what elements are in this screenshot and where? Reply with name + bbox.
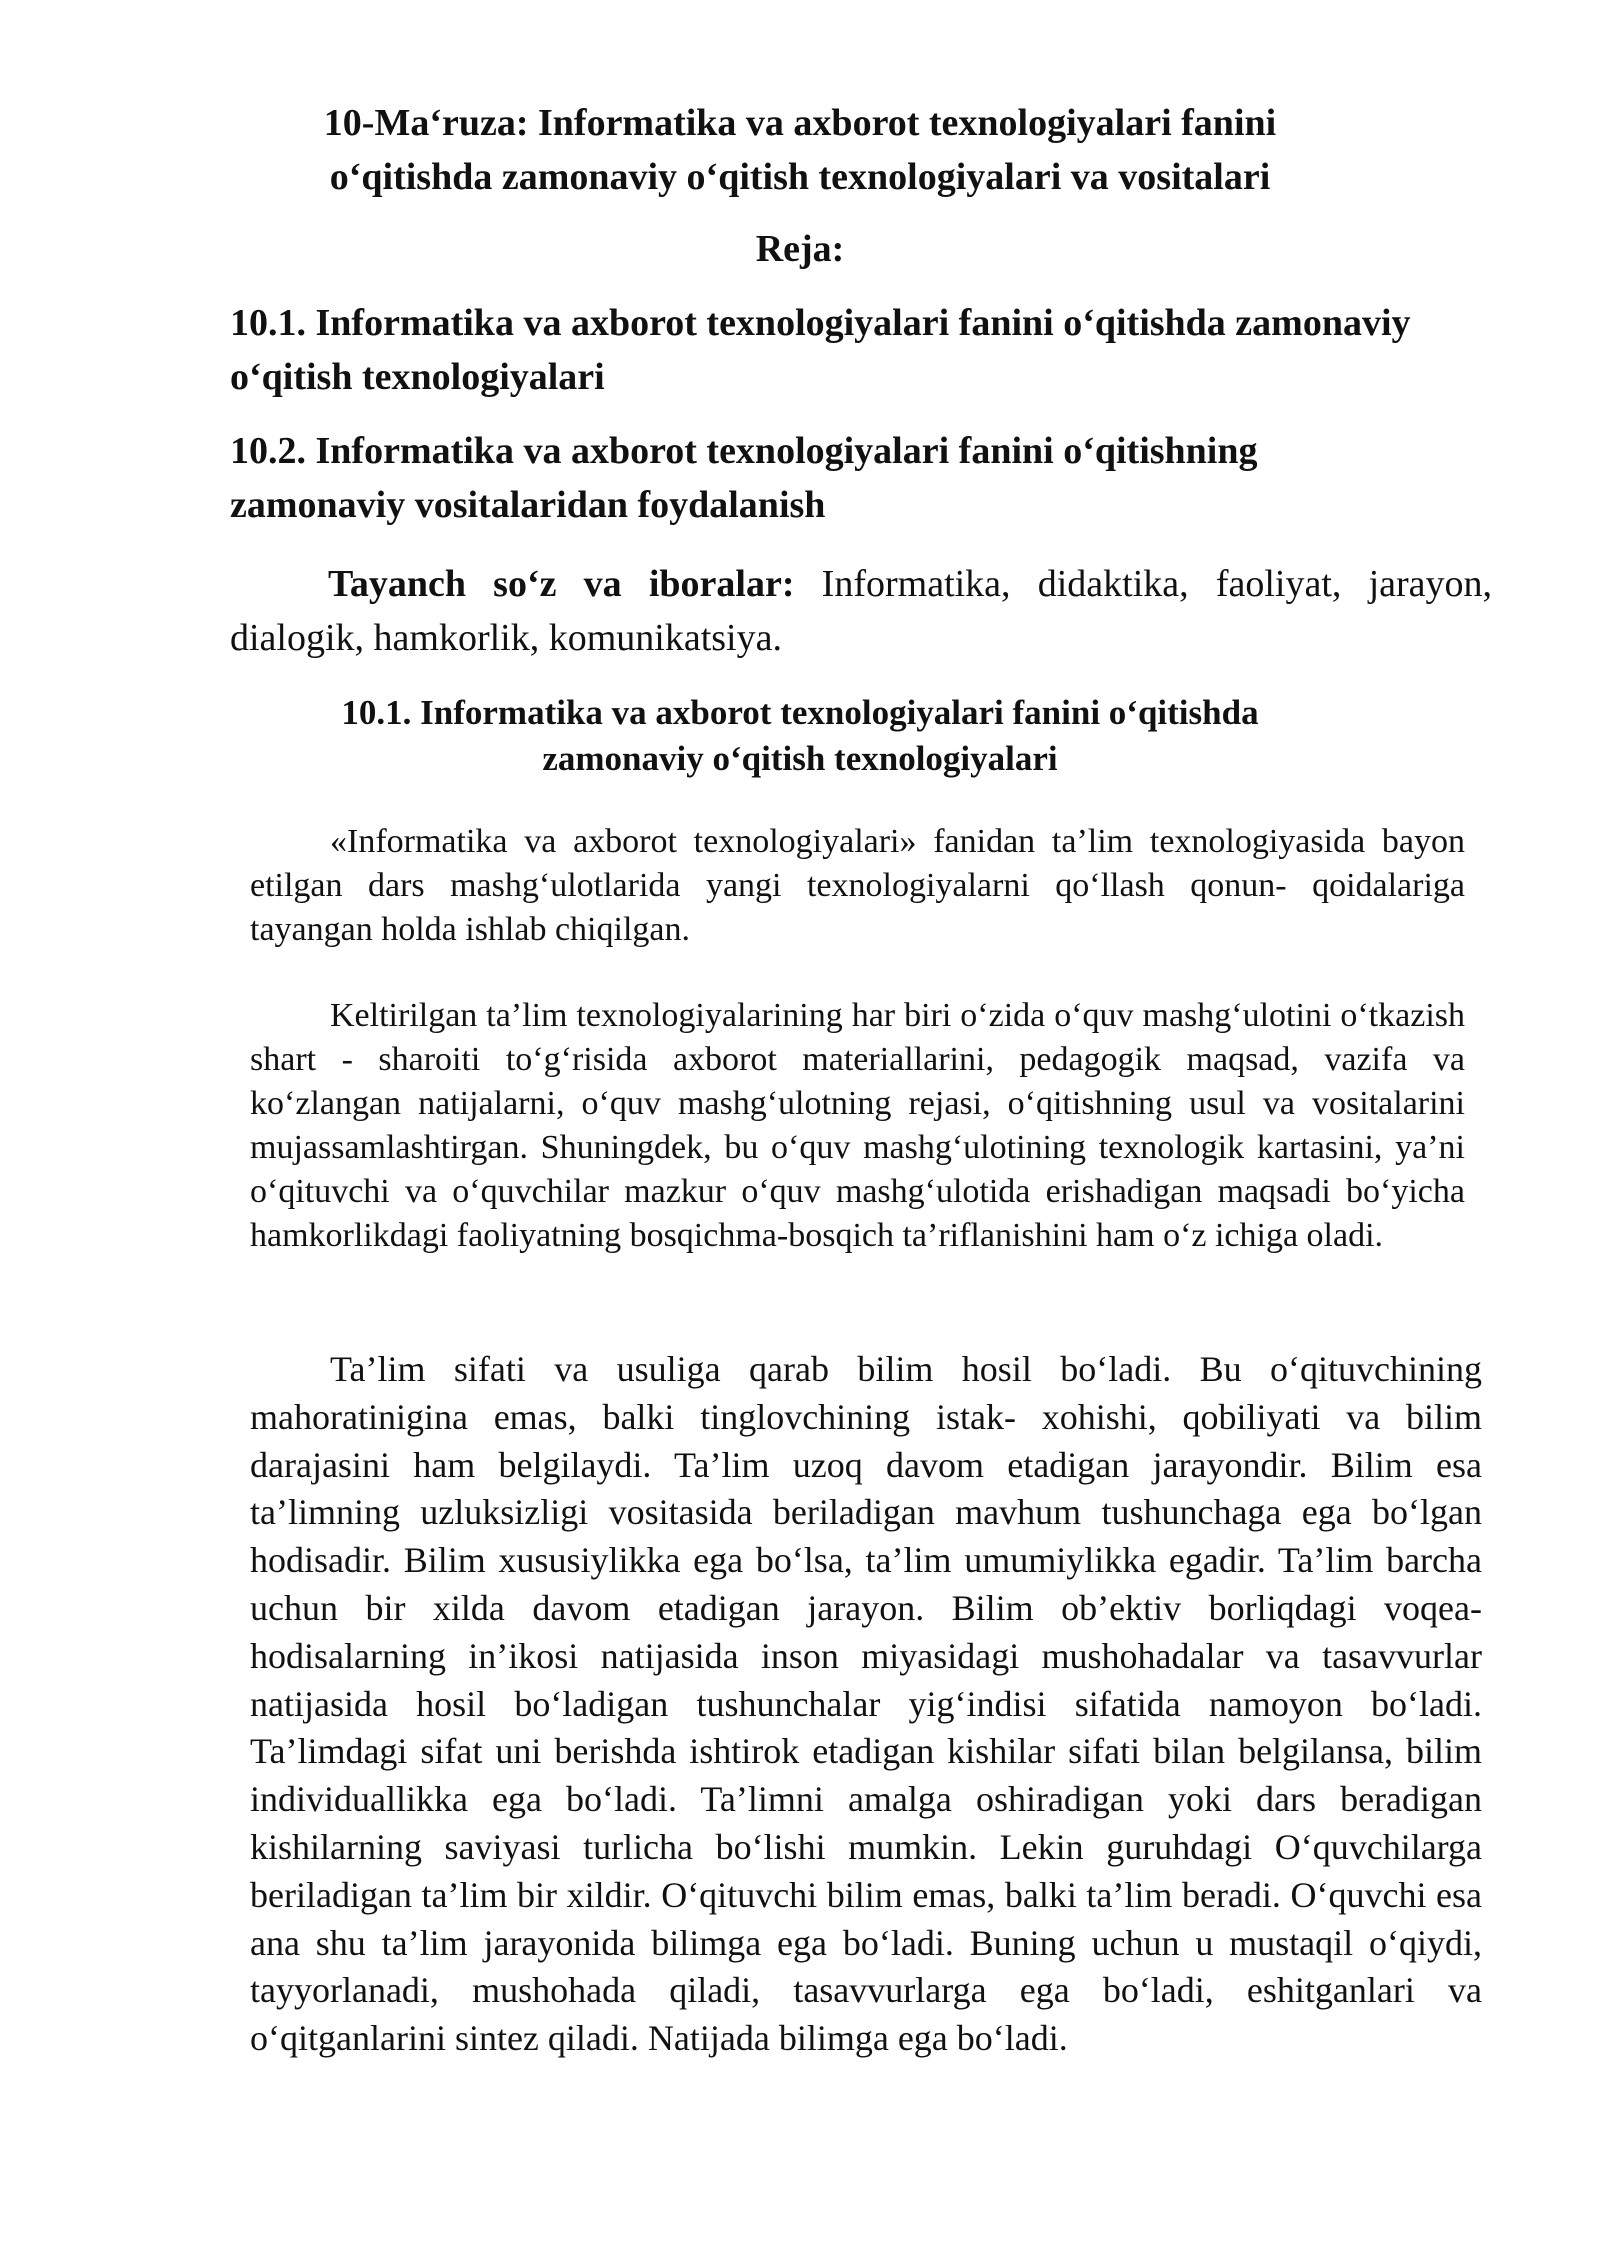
keywords-text: Informatika, didaktika, faoliyat, jarayon, dialogik, hamkorlik, komunikatsiya. — [230, 563, 1493, 659]
plan-heading: Reja: — [755, 228, 845, 270]
lecture-title-line2: o‘qitishda zamonaviy o‘qitish texnologiyalari va vositalari — [329, 156, 1271, 198]
body-paragraph-1: «Informatika va axborot texnologiyalari» fanidan ta’lim texnologiyasida bayon etilgan dars mashg‘ulotlarida yangi texnologiyalarni qo‘llash qonun- qoidalariga tayangan holda ishlab chiqilgan. — [250, 823, 1465, 948]
keywords-label: Tayanch so‘z va iboralar: — [328, 563, 795, 605]
body-paragraph-3: Ta’lim sifati va usuliga qarab bilim hosil bo‘ladi. Bu o‘qituvchining mahoratinigina emas, balki tinglovchining istak- xohishi, qobiliyati va bilim darajasini ham belgilaydi. Ta’lim uzoq davom etadigan jarayondir. Bilim esa ta’limning uzluksizligi vositasida beriladigan mavhum tushunchaga ega bo‘lgan hodisadir. Bilim xususiylikka ega bo‘lsa, ta’lim umumiylikka egadir. Ta’lim barcha uchun bir xilda davom etadigan jarayon. Bilim ob’ektiv borliqdagi voqea- hodisalarning in’ikosi natijasida inson miyasidagi mushohadalar va tasavvurlar natijasida hosil bo‘ladigan tushunchalar yig‘indisi sifatida namoyon bo‘ladi. Ta’limdagi sifat uni berishda ishtirok etadigan kishilar sifati bilan belgilansa, bilim individuallikka ega bo‘ladi. Ta’limni amalga oshiradigan yoki dars beradigan kishilarning saviyasi turlicha bo‘lishi mumkin. Lekin guruhdagi O‘quvchilarga beriladigan ta’lim bir xildir. O‘qituvchi bilim emas, balki ta’lim beradi. O‘quvchi esa ana shu ta’lim jarayonida bilimga ega bo‘ladi. Buning uchun u mustaqil o‘qiydi, tayyorlanadi, mushohada qiladi, tasavvurlarga ega bo‘ladi, eshitganlari va o‘qitganlarini sintez qiladi. Natijada bilimga ega bo‘ladi. — [250, 1349, 1482, 2059]
body-paragraph-2: Keltirilgan ta’lim texnologiyalarining har biri o‘zida o‘quv mashg‘ulotini o‘tkazish shart - sharoiti to‘g‘risida axborot materiallarini, pedagogik maqsad, vazifa va ko‘zlangan natijalarni, o‘quv mashg‘ulotning rejasi, o‘qitishning usul va vositalarini mujassamlashtirgan. Shuningdek, bu o‘quv mashg‘ulotining texnologik kartasini, ya’ni o‘qituvchi va o‘quvchilar mazkur o‘quv mashg‘ulotida erishadigan maqsadi bo‘yicha hamkorlikdagi faoliyatning bosqichma-bosqich ta’riflanishini ham o‘z ichiga oladi. — [250, 997, 1465, 1254]
section-heading-line1: 10.1. Informatika va axborot texnologiyalari fanini o‘qitishda — [341, 693, 1259, 732]
section-heading-line2: zamonaviy o‘qitish texnologiyalari — [542, 739, 1058, 778]
lecture-title — [230, 96, 1370, 204]
section-heading — [290, 690, 1310, 782]
plan-item-1: 10.1. Informatika va axborot texnologiyalari fanini o‘qitishda zamonaviy o‘qitish texnologiyalari — [230, 302, 1411, 398]
lecture-title-line1: 10-Ma‘ruza: Informatika va axborot texnologiyalari fanini — [323, 102, 1277, 144]
plan-item-2: 10.2. Informatika va axborot texnologiyalari fanini o‘qitishning zamonaviy vositalaridan foydalanish — [230, 430, 1258, 526]
keywords-paragraph — [230, 557, 1492, 665]
